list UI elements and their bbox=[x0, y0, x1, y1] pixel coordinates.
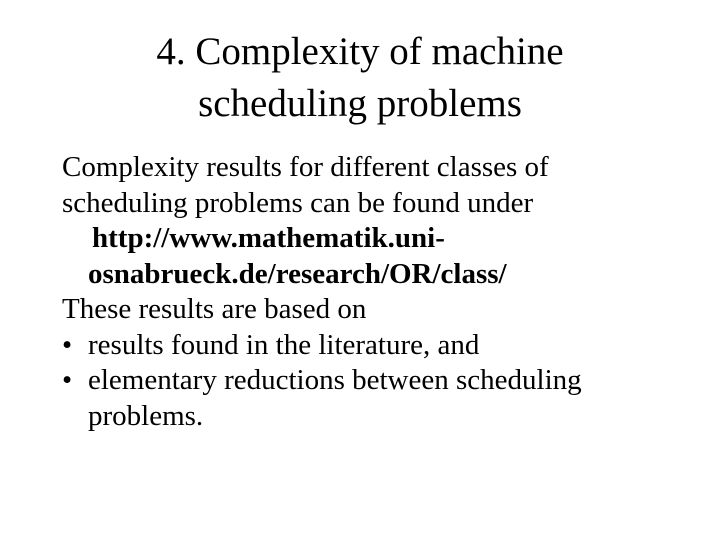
intro-line: Complexity results for different classes of bbox=[62, 151, 549, 183]
bullet-item bbox=[62, 328, 702, 364]
title-line: scheduling problems bbox=[198, 82, 522, 125]
bullet-text: problems. bbox=[88, 399, 204, 432]
url-line: osnabrueck.de/research/OR/class/ bbox=[88, 257, 507, 290]
intro-line: scheduling problems can be found under bbox=[62, 186, 534, 219]
slide-body bbox=[62, 150, 702, 434]
slide-title bbox=[0, 26, 720, 130]
based-on-text: These results are based on bbox=[62, 293, 367, 325]
bullet-text: results found in the literature, and bbox=[88, 328, 480, 361]
bullet-text: elementary reductions between scheduling bbox=[88, 364, 582, 396]
url-link[interactable] bbox=[62, 221, 702, 292]
bullet-icon: • bbox=[62, 364, 73, 396]
bullet-item bbox=[62, 363, 702, 434]
url-line: http://www.mathematik.uni- bbox=[92, 222, 445, 254]
title-line: 4. Complexity of machine bbox=[156, 30, 564, 73]
bullet-icon: • bbox=[62, 328, 73, 361]
